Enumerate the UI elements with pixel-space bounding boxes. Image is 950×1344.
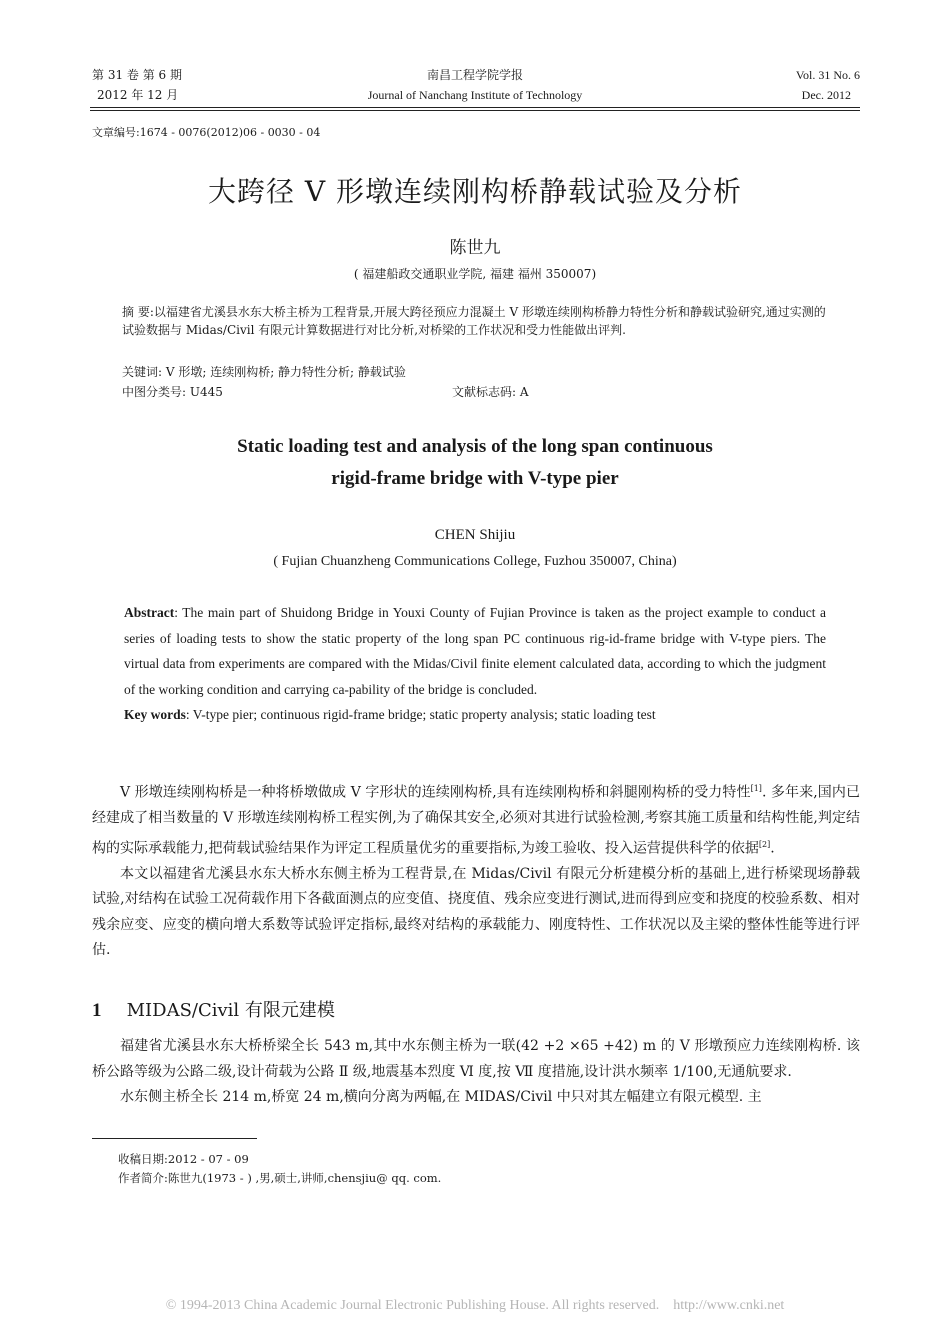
keywords-en-label: Key words bbox=[124, 707, 186, 723]
body-p1-part-b: . 多年来,国内已经建成了相当数量的 V 形墩连续刚构桥工程实例,为了确保其安全,必须对其进行试验检测,考察其施工质量和结构性能,判定结构的实际承载能力,把荷载试验结果作为评定工程质量优劣的重要指标,为竣工验收、投入运营提供科学的依据 bbox=[92, 784, 860, 857]
abstract-cn-label: 摘 要: bbox=[122, 305, 154, 319]
affiliation-cn: ( 福建船政交通职业学院, 福建 福州 350007) bbox=[353, 267, 597, 281]
section-1-title: MIDAS/Civil 有限元建模 bbox=[126, 1000, 335, 1021]
abstract-cn bbox=[122, 303, 832, 339]
section-1-paragraph-1: 福建省尤溪县水东大桥桥梁全长 543 m,其中水东侧主桥为一联(42 +2 ×65 +42) m 的 V 形墩预应力连续刚构桥. 该桥公路等级为公路二级,设计荷载为公路 Ⅱ 级,地震基本烈度 Ⅵ 度,按 Ⅶ 度措施,设计洪水频率 1/100,无通航要求. bbox=[92, 1038, 860, 1080]
journal-name-cn: 南昌工程学院学报 bbox=[426, 68, 523, 82]
abstract-cn-text: 以福建省尤溪县水东大桥主桥为工程背景,开展大跨径预应力混凝土 V 形墩连续刚构桥静力特性分析和静载试验研究,通过实测的试验数据与 Midas/Civil 有限元计算数据进行对比分析,对桥梁的工作状况和受力性能做出评判. bbox=[122, 305, 826, 337]
abstract-en-text: : The main part of Shuidong Bridge in Youxi County of Fujian Province is taken as the project example to conduct a series of loading tests to show the static property of the long span PC continuous rig-id-frame bridge with V-type piers. The virtual data from experiments are compared with the Midas/Civil finite element calculated data, according to which the judgment of the working condition and carrying ca-pability of the bridge is concluded. bbox=[124, 605, 826, 697]
volume-issue-en: Vol. 31 No. 6 bbox=[795, 68, 860, 82]
abstract-en-label: Abstract bbox=[124, 605, 175, 620]
volume-issue-cn: 第 31 卷 第 6 期 bbox=[92, 68, 182, 82]
copyright-notice: © 1994-2013 China Academic Journal Electronic Publishing House. All rights reserved. http://www.cnki.net bbox=[165, 1298, 785, 1313]
title-en bbox=[0, 431, 950, 495]
date-en: Dec. 2012 bbox=[801, 88, 851, 102]
abstract-en bbox=[124, 600, 826, 728]
keywords-en-text: : V-type pier; continuous rigid-frame bridge; static property analysis; static loading test bbox=[185, 707, 656, 723]
header-rule-bottom bbox=[90, 110, 860, 111]
header-rule-top bbox=[90, 107, 860, 108]
title-en-line1: Static loading test and analysis of the long span continuous bbox=[237, 436, 713, 457]
body-paragraph-1 bbox=[92, 776, 860, 862]
section-1-paragraph-2: 水东侧主桥全长 214 m,桥宽 24 m,横向分离为两幅,在 MIDAS/Civil 中只对其左幅建立有限元模型. 主 bbox=[120, 1089, 762, 1105]
date-cn: 2012 年 12 月 bbox=[97, 88, 179, 102]
title-cn: 大跨径 V 形墩连续刚构桥静载试验及分析 bbox=[207, 175, 743, 208]
body-p1-part-c: . bbox=[770, 840, 775, 857]
received-date: 收稿日期:2012 - 07 - 09 bbox=[118, 1152, 249, 1166]
section-1-body bbox=[92, 1034, 860, 1111]
title-en-line2: rigid-frame bridge with V-type pier bbox=[331, 468, 619, 489]
article-number: 文章编号:1674 - 0076(2012)06 - 0030 - 04 bbox=[92, 126, 321, 139]
affiliation-en: ( Fujian Chuanzheng Communications College, Fuzhou 350007, China) bbox=[273, 554, 677, 569]
section-1-number: 1 bbox=[92, 1000, 102, 1021]
body-paragraph-2: 本文以福建省尤溪县水东大桥水东侧主桥为工程背景,在 Midas/Civil 有限元分析建模分析的基础上,进行桥梁现场静载试验,对结构在试验工况荷载作用下各截面测点的应变值、挠度值、残余应变进行测试,进而得到应变和挠度的校验系数、相对残余应变、应变的横向增大系数等试验评定指标,最终对结构的承载能力、刚度特性、工作状况以及主梁的整体性能等进行评估. bbox=[92, 865, 860, 959]
document-code: 文献标志码: A bbox=[452, 385, 529, 399]
citation-2: [2] bbox=[758, 839, 771, 849]
footnote-rule bbox=[92, 1138, 257, 1139]
clc-number: 中图分类号: U445 bbox=[122, 385, 223, 399]
author-en: CHEN Shijiu bbox=[434, 527, 516, 543]
citation-1: [1] bbox=[750, 784, 762, 793]
journal-name-en: Journal of Nanchang Institute of Technology bbox=[367, 88, 583, 102]
author-cn: 陈世九 bbox=[449, 238, 501, 258]
author-bio: 作者简介:陈世九(1973 - ) ,男,硕士,讲师,chensjiu@ qq. com. bbox=[118, 1171, 442, 1185]
body-p1-part-a: V 形墩连续刚构桥是一种将桥墩做成 V 字形状的连续刚构桥,具有连续刚构桥和斜腿刚构桥的受力特性 bbox=[120, 784, 751, 801]
keywords-cn: 关键词: V 形墩; 连续刚构桥; 静力特性分析; 静载试验 bbox=[122, 365, 406, 379]
body-intro bbox=[92, 776, 860, 964]
section-1-heading bbox=[92, 996, 335, 1022]
